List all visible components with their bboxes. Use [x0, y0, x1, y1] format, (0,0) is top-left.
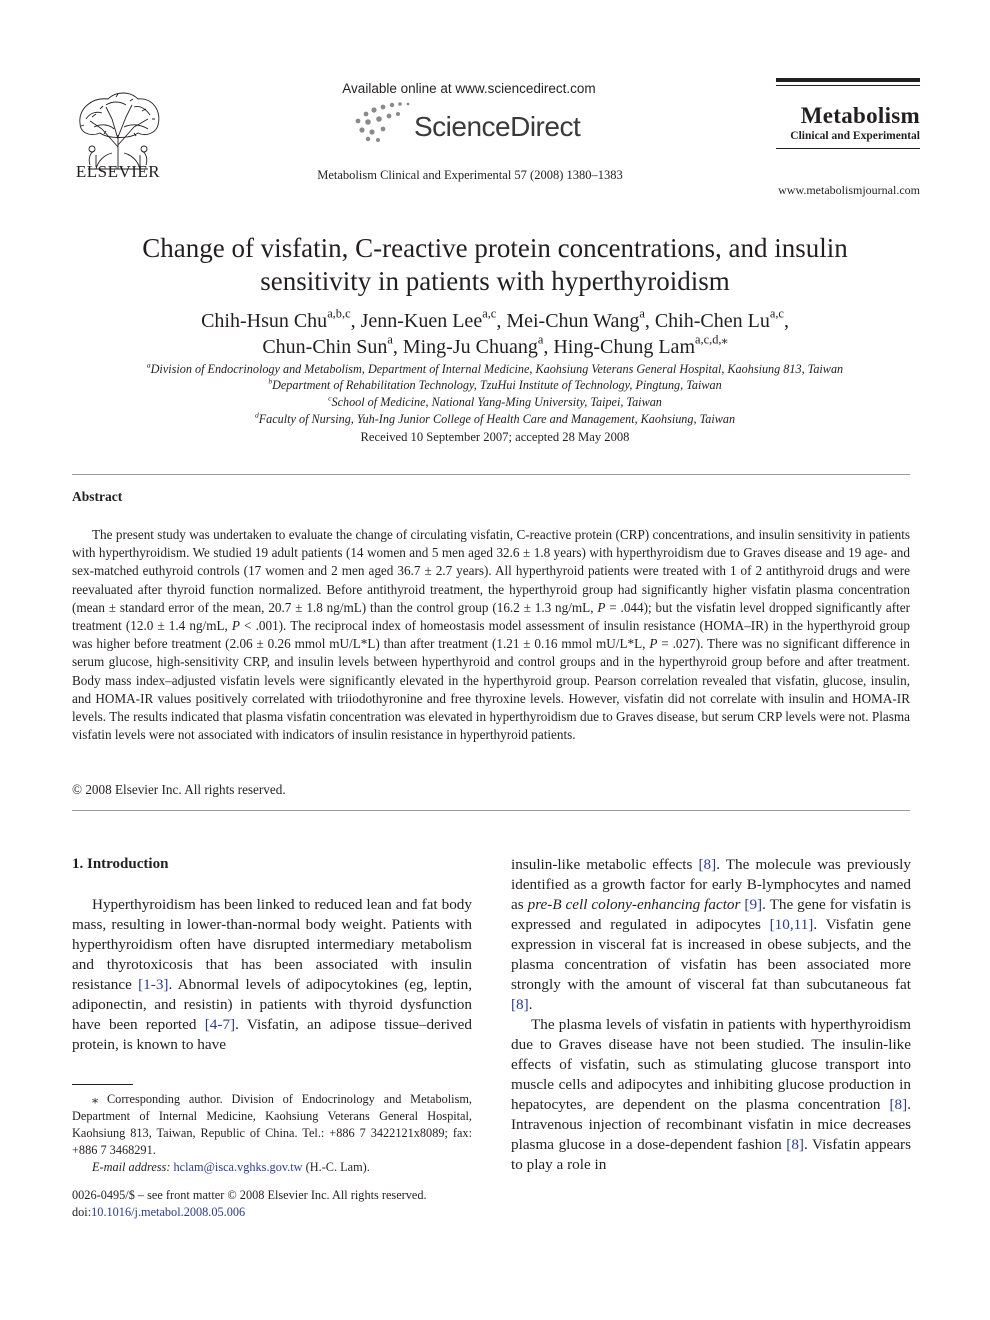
author-affiliation-marker: a,b,c — [327, 306, 351, 321]
footnote-rule — [72, 1084, 133, 1085]
p-value-symbol: P — [231, 618, 240, 634]
sciencedirect-dots-icon — [356, 102, 410, 142]
citation-link[interactable]: [8] — [698, 856, 717, 873]
email-link[interactable]: hclam@isca.vghks.gov.tw — [173, 1160, 303, 1174]
body-text: . The molecule was previously identified as a growth factor for early B-lymphocytes and named as — [511, 856, 911, 913]
abstract-heading: Abstract — [72, 489, 123, 504]
journal-citation: Metabolism Clinical and Experimental 57 (2008) 1380–1383 — [317, 168, 623, 182]
body-text: insulin-like metabolic effects — [511, 856, 699, 873]
body-text-italic: pre-B cell colony-enhancing factor — [527, 896, 741, 913]
body-text: . Visfatin, an adipose tissue–derived protein, is known to have — [72, 1016, 472, 1053]
citation-link[interactable]: [1-3] — [138, 976, 169, 993]
affiliation-label: d — [254, 410, 259, 420]
abstract-body — [72, 526, 910, 744]
section-heading: 1. Introduction — [72, 856, 169, 872]
affiliation — [90, 411, 900, 428]
affiliation-label: c — [328, 393, 332, 403]
citation-link[interactable]: [8] — [889, 1096, 908, 1113]
article-title — [90, 232, 900, 298]
footnote-text: (H.-C. Lam). — [302, 1160, 370, 1174]
abstract-text: The present study was undertaken to evaluate the change of circulating visfatin, C-reactive protein (CRP) concentrations, and insulin sensitivity in patients with hyperthyroidism. We studied 19 adult patients (14 women and 5 men aged 32.6 ± 1.8 years) with hyperthyroidism due to Graves disease and 19 age- and sex-matched euthyroid controls (17 women and 2 men aged 36.7 ± 2.7 years). All hyperthyroid patients were treated with 1 of 2 antithyroid drugs and were reevaluated after thyroid function normalized. Before antithyroid treatment, the hyperthyroid group had significantly higher visfatin plasma concentration (mean ± standard error of the mean, 20.7 ± 1.8 ng/mL) than the control group (16.2 ± 1.3 ng/mL, — [72, 527, 910, 615]
footnote-text: Corresponding author. Division of Endocrinology and Metabolism, Department of Internal Medicine, Kaohsiung Veterans General Hospital, Kaohsiung 813, Taiwan, Republic of China. Tel.: +886 7 3422121x8089; fax: +886 7 3468291. — [72, 1092, 472, 1157]
doi-label: doi: — [72, 1205, 92, 1219]
email-label: E-mail address: — [92, 1160, 171, 1174]
author-name[interactable]: Chun-Chin Sun — [262, 336, 388, 358]
citation-link[interactable]: [8] — [786, 1136, 804, 1153]
affiliation — [90, 377, 900, 394]
author-affiliation-marker: a,c — [769, 306, 784, 321]
copyright-notice: © 2008 Elsevier Inc. All rights reserved. — [72, 782, 286, 797]
sciencedirect-wordmark: ScienceDirect — [414, 111, 581, 142]
body-text: . The gene for visfatin is expressed and regulated in adipocytes — [511, 896, 912, 933]
author-affiliation-marker: a — [387, 332, 393, 347]
abstract-text: = .044); but the visfatin level dropped significantly after treatment (12.0 ± 1.4 ng/mL, — [72, 599, 910, 634]
sciencedirect-logo — [352, 100, 592, 145]
available-online-text: Available online at www.sciencedirect.com — [342, 81, 596, 96]
author-affiliation-marker: a — [639, 306, 645, 321]
abstract-text: < .001). The reciprocal index of homeostasis model assessment of insulin resistance (HOMA–IR) in the hyperthyroid group was higher before treatment (2.06 ± 0.26 mmol mU/L*L) than after treatment (1.21 ± 0.16 mmol mU/L*L, — [72, 618, 910, 652]
right-column — [511, 855, 911, 1175]
abstract-text: = .027). There was no significant difference in serum glucose, high-sensitivity CRP, and insulin levels between hyperthyroid and control groups and in the hyperthyroid group before and after treatment. Body mass index–adjusted visfatin levels were significantly elevated in the hyperthyroid group. Pearson correlation revealed that visfatin, glucose, insulin, and HOMA-IR values positively correlated with triiodothyronine and free thyroxine levels. However, visfatin did not correlate with insulin and HOMA-IR levels. The results indicated that plasma visfatin concentration was elevated in hyperthyroidism due to Graves disease, but serum CRP levels were not. Plasma visfatin levels were not associated with indicators of insulin resistance in hyperthyroid patients. — [72, 636, 910, 743]
affiliation-label: b — [268, 376, 273, 386]
journal-subtitle: Clinical and Experimental — [790, 130, 920, 142]
author-name[interactable]: Ming-Ju Chuang — [402, 336, 538, 358]
citation-link[interactable]: [9] — [744, 896, 763, 913]
doi-link[interactable]: 10.1016/j.metabol.2008.05.006 — [91, 1205, 246, 1219]
issn-doi-block — [72, 1187, 492, 1221]
body-text: Hyperthyroidism has been linked to reduced lean and fat body mass, resulting in lower-than-normal body weight. Patients with hyperthyroidism often have disrupted intermediary metabolism and thyrotoxicosis that has been associated with insulin resistance — [72, 896, 472, 993]
doi-line — [72, 1204, 492, 1221]
affiliation-text: Division of Endocrinology and Metabolism, Department of Internal Medicine, Kaohsiung Veterans General Hospital, Kaohsiung 813, Taiwan — [150, 362, 844, 376]
journal-masthead-rule — [776, 78, 920, 82]
p-value-symbol: P — [649, 636, 658, 652]
citation-link[interactable]: [8] — [511, 996, 529, 1013]
article-title-line: Change of visfatin, C-reactive protein concentrations, and insulin — [142, 233, 848, 263]
author-list: Chih-Hsun Chu$^{a,b,c}$, Jenn-Kuen Lee$^{a,c}$, Mei-Chun Wang$^a$, Chih-Chen Lu$^{a,c}$, Chun-Chin Sun$^a$, Ming-Ju Chuang$^a$, Hing-Chung Lam$^{a,c,d,⁎}$ — [201, 306, 789, 358]
affiliation — [90, 361, 900, 378]
p-value-symbol: P — [597, 599, 606, 615]
author-name[interactable]: Chih-Chen Lu — [654, 310, 770, 332]
divider — [72, 474, 910, 475]
author-affiliation-marker: a — [537, 332, 544, 347]
journal-masthead-rule — [776, 85, 920, 86]
body-text: The plasma levels of visfatin in patients with hyperthyroidism due to Graves disease have not been studied. The insulin-like effects of visfatin, such as stimulating glucose transport into muscle cells and adipocytes and inhibiting glucose production in hepatocytes, are dependent on the plasma concentration — [511, 1016, 911, 1113]
footnote-star-marker: ⁎ — [92, 1092, 99, 1106]
affiliation-label: a — [146, 360, 151, 370]
author-name[interactable]: Chih-Hsun Chu — [201, 310, 328, 332]
journal-name: Metabolism — [800, 103, 920, 128]
divider — [72, 810, 910, 811]
citation-link[interactable]: [10,11] — [769, 916, 814, 933]
journal-url-link[interactable]: www.metabolismjournal.com — [778, 183, 920, 197]
elsevier-wordmark: ELSEVIER — [75, 162, 161, 181]
left-column — [72, 895, 472, 1055]
affiliation — [90, 394, 900, 411]
corresponding-author-footnote — [72, 1091, 472, 1176]
body-text: . Visfatin gene expression in visceral fat is increased in obese subjects, and the plasma concentration of visfatin has been associated more strongly with the amount of visceral fat than subcutaneous fat — [511, 916, 911, 993]
article-title-line: sensitivity in patients with hyperthyroidism — [260, 266, 730, 296]
body-text: . Intravenous injection of recombinant visfatin in mice decreases plasma glucose in a dose-dependent fashion — [511, 1096, 911, 1153]
affiliation-text: Faculty of Nursing, Yuh-Ing Junior College of Health Care and Management, Kaohsiung, Taiwan — [258, 412, 736, 426]
body-text: . Visfatin appears to play a role in — [511, 1136, 911, 1173]
body-text: . — [528, 996, 533, 1013]
author-name[interactable]: Mei-Chun Wang — [506, 310, 640, 332]
affiliation-text: School of Medicine, National Yang-Ming University, Taipei, Taiwan — [331, 395, 662, 409]
received-dates: Received 10 September 2007; accepted 28 May 2008 — [360, 430, 630, 444]
affiliation-text: Department of Rehabilitation Technology, TzuHui Institute of Technology, Pingtung, Taiwan — [272, 378, 722, 392]
author-affiliation-marker: a,c — [482, 306, 497, 321]
body-text: . Abnormal levels of adipocytokines (eg, leptin, adiponectin, and resistin) in patients with thyroid dysfunction have been reported — [72, 976, 473, 1033]
author-name[interactable]: Jenn-Kuen Lee — [360, 310, 483, 332]
citation-link[interactable]: [4-7] — [204, 1016, 236, 1033]
author-affiliation-marker: a,c,d,⁎ — [695, 332, 728, 347]
author-name[interactable]: Hing-Chung Lam — [553, 336, 695, 358]
journal-masthead-rule — [776, 148, 920, 149]
issn-line: 0026-0495/$ – see front matter © 2008 Elsevier Inc. All rights reserved. — [72, 1188, 427, 1202]
